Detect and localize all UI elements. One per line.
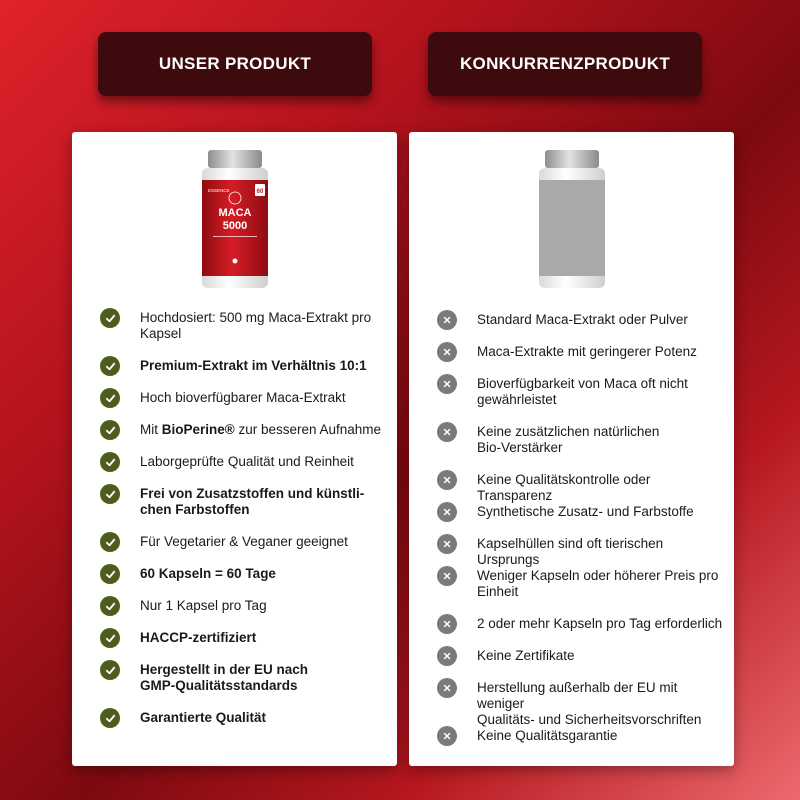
- check-icon: [100, 420, 120, 440]
- our-product-header: UNSER PRODUKT: [98, 32, 372, 96]
- feature-text: HACCP-zertifiziert: [140, 630, 257, 645]
- check-icon: [100, 564, 120, 584]
- competitor-feature-item: [437, 472, 724, 504]
- brand-text: ESSENCE: [207, 188, 230, 193]
- cross-icon: [437, 726, 457, 746]
- feature-text: Weniger Kapseln oder höherer Preis pro Einheit: [477, 568, 719, 599]
- cross-icon: [437, 502, 457, 522]
- check-icon: [100, 628, 120, 648]
- check-icon: [100, 308, 120, 328]
- check-icon: [100, 388, 120, 408]
- check-icon: [100, 596, 120, 616]
- feature-text: Mit BioPerine® zur besseren Aufnahme: [140, 422, 382, 437]
- feature-text: Hochdosiert: 500 mg Maca-Extrakt pro Kapsel: [140, 310, 372, 341]
- feature-text: Laborgeprüfte Qualität und Reinheit: [140, 454, 354, 469]
- competitor-feature-item: [437, 616, 724, 634]
- feature-text: 60 Kapseln = 60 Tage: [140, 566, 276, 581]
- competitor-product-header: KONKURRENZPRODUKT: [428, 32, 702, 96]
- maca-bottle-image: [195, 150, 275, 290]
- feature-text: Maca-Extrakte mit geringerer Potenz: [477, 344, 697, 359]
- our-feature-item: [100, 358, 387, 376]
- cross-icon: [437, 566, 457, 586]
- our-feature-item: [100, 710, 387, 728]
- feature-text: Hergestellt in der EU nach GMP-Qualitätsstandards: [140, 662, 309, 693]
- our-feature-item: [100, 630, 387, 648]
- feature-text: 2 oder mehr Kapseln pro Tag erforderlich: [477, 616, 723, 631]
- product-name-line1: MACA: [218, 207, 251, 219]
- our-feature-item: [100, 566, 387, 584]
- our-feature-item: [100, 534, 387, 552]
- feature-text: Garantierte Qualität: [140, 710, 267, 725]
- cross-icon: [437, 646, 457, 666]
- our-feature-item: [100, 310, 387, 342]
- feature-text: Keine Qualitätsgarantie: [477, 728, 618, 743]
- cross-icon: [437, 470, 457, 490]
- our-feature-item: [100, 454, 387, 472]
- product-name-line2: 5000: [222, 220, 247, 232]
- feature-text: Synthetische Zusatz- und Farbstoffe: [477, 504, 694, 519]
- competitor-feature-item: [437, 648, 724, 666]
- competitor-feature-item: [437, 568, 724, 600]
- competitor-feature-item: [437, 728, 724, 746]
- our-feature-item: [100, 598, 387, 616]
- our-product-panel: [72, 132, 397, 766]
- check-icon: [100, 484, 120, 504]
- cross-icon: [437, 422, 457, 442]
- check-icon: [100, 660, 120, 680]
- competitor-feature-item: [437, 504, 724, 522]
- feature-text: Keine Zertifikate: [477, 648, 575, 663]
- feature-text: Nur 1 Kapsel pro Tag: [140, 598, 267, 613]
- competitor-feature-item: [437, 680, 724, 728]
- cross-icon: [437, 310, 457, 330]
- cross-icon: [437, 614, 457, 634]
- cross-icon: [437, 342, 457, 362]
- competitor-product-panel: [409, 132, 734, 766]
- feature-text: Frei von Zusatzstoffen und künstli- chen Farbstoffen: [140, 486, 365, 517]
- cross-icon: [437, 678, 457, 698]
- our-feature-item: [100, 486, 387, 518]
- check-icon: [100, 708, 120, 728]
- cross-icon: [437, 374, 457, 394]
- check-icon: [100, 532, 120, 552]
- our-feature-item: [100, 390, 387, 408]
- check-icon: [100, 452, 120, 472]
- feature-text: Hoch bioverfügbarer Maca-Extrakt: [140, 390, 346, 405]
- feature-text: Keine Qualitätskontrolle oder Transparenz: [477, 472, 651, 503]
- feature-text: Premium-Extrakt im Verhältnis 10:1: [140, 358, 367, 373]
- competitor-feature-item: [437, 536, 724, 568]
- cross-icon: [437, 534, 457, 554]
- feature-text: Bioverfügbarkeit von Maca oft nicht gewährleistet: [477, 376, 688, 407]
- our-feature-item: [100, 422, 387, 440]
- competitor-feature-item: [437, 344, 724, 362]
- feature-text: Kapselhüllen sind oft tierischen Ursprungs: [477, 536, 664, 567]
- generic-bottle-image: [532, 150, 612, 290]
- capsule-count-badge: 60: [256, 189, 263, 195]
- feature-text: Für Vegetarier & Veganer geeignet: [140, 534, 348, 549]
- feature-text: Herstellung außerhalb der EU mit weniger Qualitäts- und Sicherheitsvorschriften: [477, 680, 702, 727]
- competitor-feature-item: [437, 376, 724, 408]
- check-icon: [100, 356, 120, 376]
- feature-text: Standard Maca-Extrakt oder Pulver: [477, 312, 688, 327]
- competitor-feature-item: [437, 312, 724, 330]
- our-feature-item: [100, 662, 387, 694]
- feature-text: Keine zusätzlichen natürlichen Bio-Verstärker: [477, 424, 660, 455]
- competitor-feature-item: [437, 424, 724, 456]
